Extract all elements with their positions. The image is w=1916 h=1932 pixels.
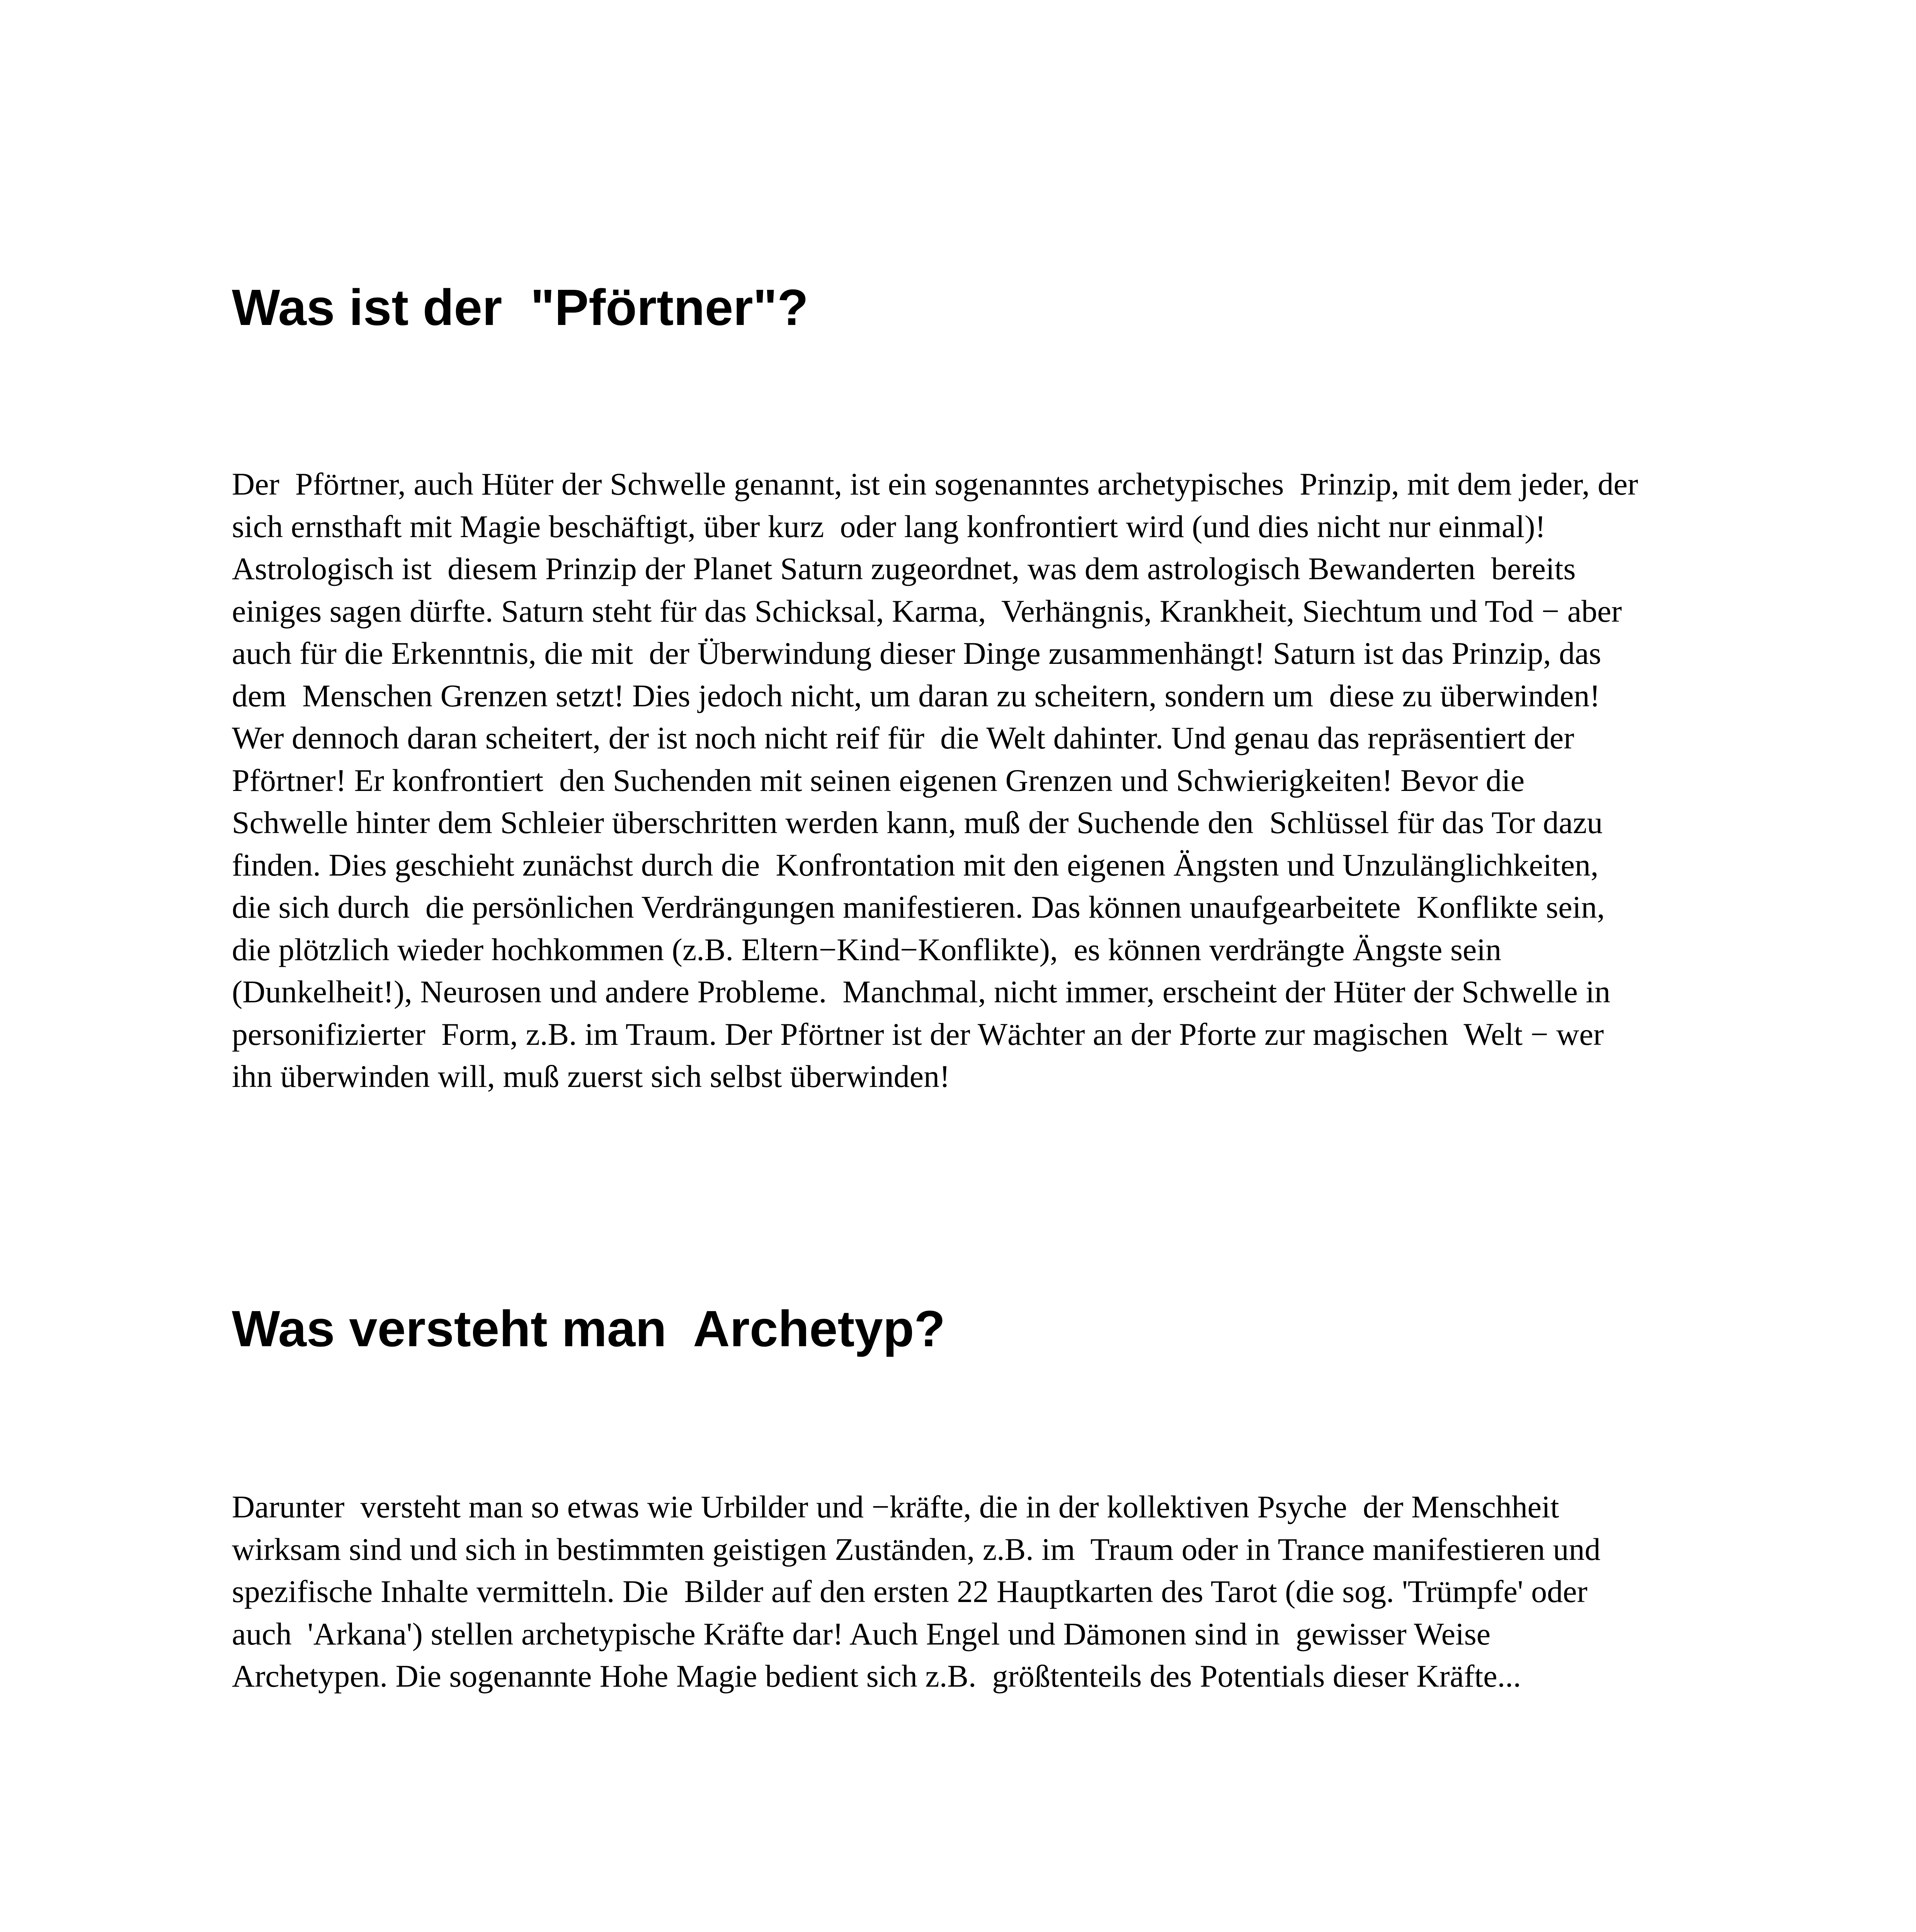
text-line: Pförtner! Er konfrontiert den Suchenden mit seinen eigenen Grenzen und Schwierigkeiten! Bevor die: [232, 762, 1525, 798]
text-line: sich ernsthaft mit Magie beschäftigt, über kurz oder lang konfrontiert wird (und dies nicht nur einmal)!: [232, 509, 1546, 544]
text-line: auch 'Arkana') stellen archetypische Kräfte dar! Auch Engel und Dämonen sind in gewisser Weise: [232, 1616, 1491, 1651]
text-line: Der Pförtner, auch Hüter der Schwelle genannt, ist ein sogenanntes archetypisches Prinzip, mit dem jeder, der: [232, 466, 1638, 502]
text-line: Darunter versteht man so etwas wie Urbilder und −kräfte, die in der kollektiven Psyche der Menschheit: [232, 1489, 1559, 1524]
text-line: finden. Dies geschieht zunächst durch die Konfrontation mit den eigenen Ängsten und Unzulänglichkeiten,: [232, 847, 1599, 883]
text-line: die sich durch die persönlichen Verdrängungen manifestieren. Das können unaufgearbeitete Konflikte sein,: [232, 889, 1605, 925]
section-2-heading: Was versteht man Archetyp?: [232, 1300, 946, 1357]
text-line: auch für die Erkenntnis, die mit der Überwindung dieser Dinge zusammenhängt! Saturn ist das Prinzip, das: [232, 636, 1601, 671]
text-line: Archetypen. Die sogenannte Hohe Magie bedient sich z.B. größtenteils des Potentials dieser Kräfte...: [232, 1658, 1521, 1694]
text-line: personifizierter Form, z.B. im Traum. Der Pförtner ist der Wächter an der Pforte zur magischen Welt − wer: [232, 1016, 1604, 1052]
text-line: Astrologisch ist diesem Prinzip der Planet Saturn zugeordnet, was dem astrologisch Bewanderten bereits: [232, 551, 1576, 586]
text-line: Wer dennoch daran scheitert, der ist noch nicht reif für die Welt dahinter. Und genau das repräsentiert der: [232, 720, 1574, 755]
section-2-paragraph: [232, 1486, 1601, 1697]
text-line: einiges sagen dürfte. Saturn steht für das Schicksal, Karma, Verhängnis, Krankheit, Siechtum und Tod − aber: [232, 593, 1622, 629]
text-line: Schwelle hinter dem Schleier überschritten werden kann, muß der Suchende den Schlüssel für das Tor dazu: [232, 805, 1603, 840]
text-line: wirksam sind und sich in bestimmten geistigen Zuständen, z.B. im Traum oder in Trance manifestieren und: [232, 1531, 1601, 1567]
section-1-heading: Was ist der "Pförtner"?: [232, 279, 808, 336]
text-line: ihn überwinden will, muß zuerst sich selbst überwinden!: [232, 1059, 950, 1094]
text-line: die plötzlich wieder hochkommen (z.B. Eltern−Kind−Konflikte), es können verdrängte Ängste sein: [232, 932, 1502, 967]
text-line: (Dunkelheit!), Neurosen und andere Probleme. Manchmal, nicht immer, erscheint der Hüter der Schwelle in: [232, 974, 1611, 1009]
section-3-heading: [232, 1907, 1727, 1932]
text-line: dem Menschen Grenzen setzt! Dies jedoch nicht, um daran zu scheitern, sondern um diese zu überwinden!: [232, 678, 1600, 713]
section-1-paragraph: [232, 463, 1638, 1098]
text-line: spezifische Inhalte vermitteln. Die Bilder auf den ersten 22 Hauptkarten des Tarot (die sog. 'Trümpfe' oder: [232, 1574, 1588, 1609]
